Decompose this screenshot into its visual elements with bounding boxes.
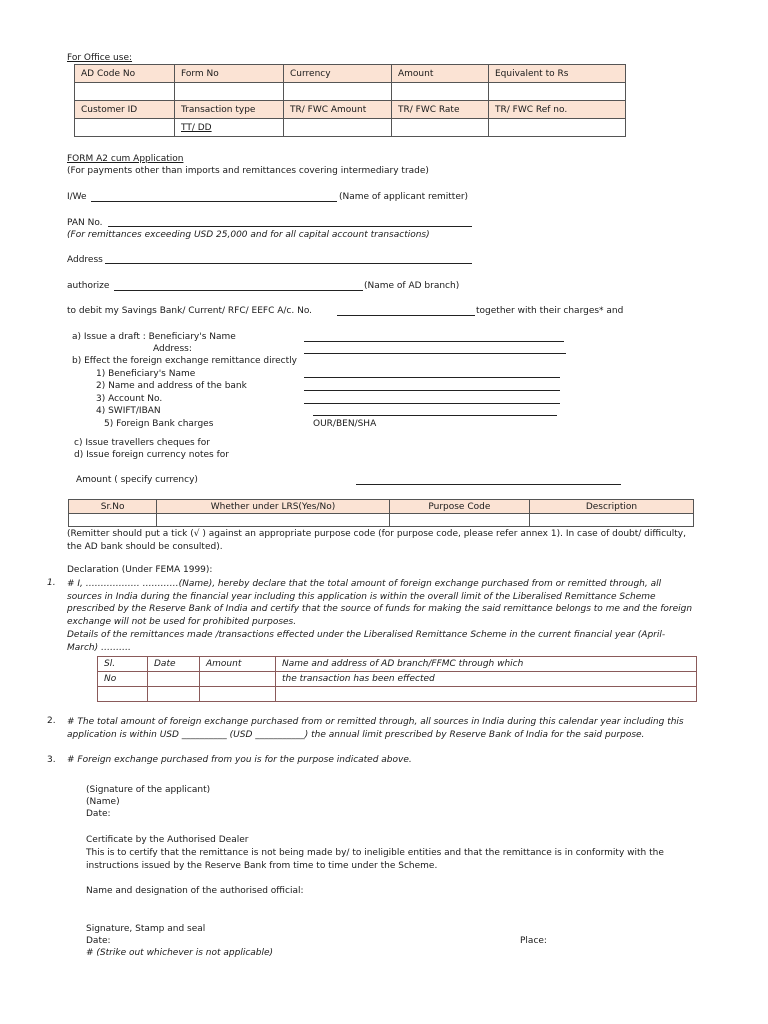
lrs-cell[interactable] <box>276 687 697 702</box>
b-item-swift: 4) SWIFT/IBAN <box>96 406 161 416</box>
office-cell[interactable] <box>75 83 175 101</box>
ad-place: Place: <box>520 936 547 946</box>
option-d-label: d) Issue foreign currency notes for <box>74 450 229 460</box>
iwe-suffix: (Name of applicant remitter) <box>339 192 469 202</box>
declaration-item-1: # I, ……………… …………(Name), hereby declare that the total amount of foreign exchange purchased from or remitted through, all sources in India during the financial year including this application is within the overall limit of the Liberalised Remittance Scheme prescribed by the Reserve Bank of India and certify that the source of funds for making the said remittance belongs to me and the foreign exchange will not be used for prohibited purposes. <box>67 579 693 627</box>
purpose-table <box>68 499 694 527</box>
office-cell[interactable] <box>489 83 626 101</box>
address-label: Address <box>67 255 103 265</box>
signature-stamp-seal: Signature, Stamp and seal <box>86 924 206 934</box>
amount-line[interactable] <box>356 484 621 485</box>
office-cell[interactable] <box>489 119 626 137</box>
office-cell[interactable] <box>75 119 175 137</box>
b-account-line[interactable] <box>304 403 560 404</box>
lrs-details: Details of the remittances made /transactions effected under the Liberalised Remittance Scheme in the current financial year (April- March) ………. <box>67 630 666 653</box>
office-cell[interactable] <box>392 83 489 101</box>
purpose-cell[interactable] <box>157 514 390 527</box>
lrs-cell[interactable] <box>148 687 200 702</box>
lrs-col-amount: Amount <box>200 657 276 672</box>
option-a-address: Address: <box>153 344 192 354</box>
transaction-type-value[interactable] <box>175 119 284 137</box>
purpose-col-srno: Sr.No <box>69 500 157 514</box>
certificate-text: This is to certify that the remittance is not being made by/ to ineligible entities and that the remittance is in conformity with the instructions issued by the Reserve Bank from time to time under the Scheme. <box>86 848 664 871</box>
beneficiary-address-line[interactable] <box>304 353 566 354</box>
declaration-item-2: # The total amount of foreign exchange purchased from or remitted through, all sources in India during this calendar year including this application is within USD __________ (USD ___________) the annual limit prescribed by Reserve Bank of India for the said purpose. <box>67 717 684 740</box>
office-col-currency: Currency <box>284 65 392 83</box>
strike-note: # (Strike out whichever is not applicable) <box>86 948 274 958</box>
office-col-equivalent: Equivalent to Rs <box>489 65 626 83</box>
office-col-amount: Amount <box>392 65 489 83</box>
b-swift-line[interactable] <box>313 415 557 416</box>
address-line[interactable] <box>105 263 472 264</box>
office-col-trfwc-amount: TR/ FWC Amount <box>284 101 392 119</box>
option-a-label: a) Issue a draft : Beneficiary's Name <box>72 332 236 342</box>
b-beneficiary-line[interactable] <box>304 377 560 378</box>
account-number-line[interactable] <box>337 315 475 316</box>
office-col-transaction-type: Transaction type <box>175 101 284 119</box>
ad-date: Date: <box>86 936 111 946</box>
office-col-ad-code: AD Code No <box>75 65 175 83</box>
b-item-account: 3) Account No. <box>96 394 163 404</box>
remitter-note: (Remitter should put a tick (√ ) against an appropriate purpose code (for purpose code, please refer annex 1). In case of doubt/ difficulty, the AD bank should be consulted). <box>67 529 686 552</box>
authorize-label: authorize <box>67 281 110 291</box>
office-cell[interactable] <box>175 83 284 101</box>
declaration-heading: Declaration (Under FEMA 1999): <box>67 565 213 575</box>
office-use-table <box>74 64 626 137</box>
option-b-label: b) Effect the foreign exchange remittance directly <box>72 356 297 366</box>
lrs-cell-no: No <box>98 672 148 687</box>
applicant-name: (Name) <box>86 797 120 807</box>
debit-suffix: together with their charges* and <box>476 306 624 316</box>
lrs-col-date: Date <box>148 657 200 672</box>
beneficiary-name-line[interactable] <box>304 341 564 342</box>
lrs-table <box>97 656 697 702</box>
iwe-label: I/We <box>67 192 87 202</box>
declaration-item-2-number: 2. <box>47 716 56 726</box>
debit-text: to debit my Savings Bank/ Current/ RFC/ EEFC A/c. No. <box>67 306 313 316</box>
tt-dd-label: TT/ DD <box>181 122 212 133</box>
office-cell[interactable] <box>284 119 392 137</box>
lrs-col-sl: Sl. <box>98 657 148 672</box>
lrs-col-ad-branch: Name and address of AD branch/FFMC through which <box>276 657 697 672</box>
pan-note: (For remittances exceeding USD 25,000 and for all capital account transactions) <box>67 230 430 240</box>
pan-line[interactable] <box>108 226 472 227</box>
office-cell[interactable] <box>392 119 489 137</box>
lrs-cell[interactable] <box>200 672 276 687</box>
lrs-cell-effected: the transaction has been effected <box>276 672 697 687</box>
charges-options: OUR/BEN/SHA <box>313 419 377 429</box>
office-col-trfwc-ref: TR/ FWC Ref no. <box>489 101 626 119</box>
b-bank-line[interactable] <box>304 390 560 391</box>
signature-of-applicant: (Signature of the applicant) <box>86 785 211 795</box>
form-subtitle: (For payments other than imports and remittances covering intermediary trade) <box>67 166 429 176</box>
option-c-label: c) Issue travellers cheques for <box>74 438 210 448</box>
declaration-item-3-number: 3. <box>47 755 56 765</box>
form-title: FORM A2 cum Application <box>67 154 184 164</box>
lrs-cell[interactable] <box>200 687 276 702</box>
authorize-suffix: (Name of AD branch) <box>364 281 460 291</box>
purpose-col-lrs: Whether under LRS(Yes/No) <box>157 500 390 514</box>
office-col-form-no: Form No <box>175 65 284 83</box>
b-item-bank: 2) Name and address of the bank <box>96 381 247 391</box>
purpose-cell[interactable] <box>389 514 529 527</box>
office-col-trfwc-rate: TR/ FWC Rate <box>392 101 489 119</box>
certificate-heading: Certificate by the Authorised Dealer <box>86 835 249 845</box>
declaration-item-3: # Foreign exchange purchased from you is for the purpose indicated above. <box>67 755 412 765</box>
b-item-charges: 5) Foreign Bank charges <box>104 419 214 429</box>
purpose-cell[interactable] <box>69 514 157 527</box>
office-col-customer-id: Customer ID <box>75 101 175 119</box>
purpose-cell[interactable] <box>529 514 693 527</box>
lrs-cell[interactable] <box>98 687 148 702</box>
purpose-col-code: Purpose Code <box>389 500 529 514</box>
declaration-item-1-number: 1. <box>47 578 56 588</box>
office-use-caption: For Office use: <box>67 53 133 63</box>
purpose-col-description: Description <box>529 500 693 514</box>
authorised-official: Name and designation of the authorised official: <box>86 886 304 896</box>
applicant-name-line[interactable] <box>91 201 337 202</box>
office-cell[interactable] <box>284 83 392 101</box>
b-item-beneficiary: 1) Beneficiary's Name <box>96 369 196 379</box>
pan-label: PAN No. <box>67 218 103 228</box>
ad-branch-line[interactable] <box>114 290 363 291</box>
lrs-cell[interactable] <box>148 672 200 687</box>
applicant-date: Date: <box>86 809 111 819</box>
amount-label: Amount ( specify currency) <box>76 475 198 485</box>
